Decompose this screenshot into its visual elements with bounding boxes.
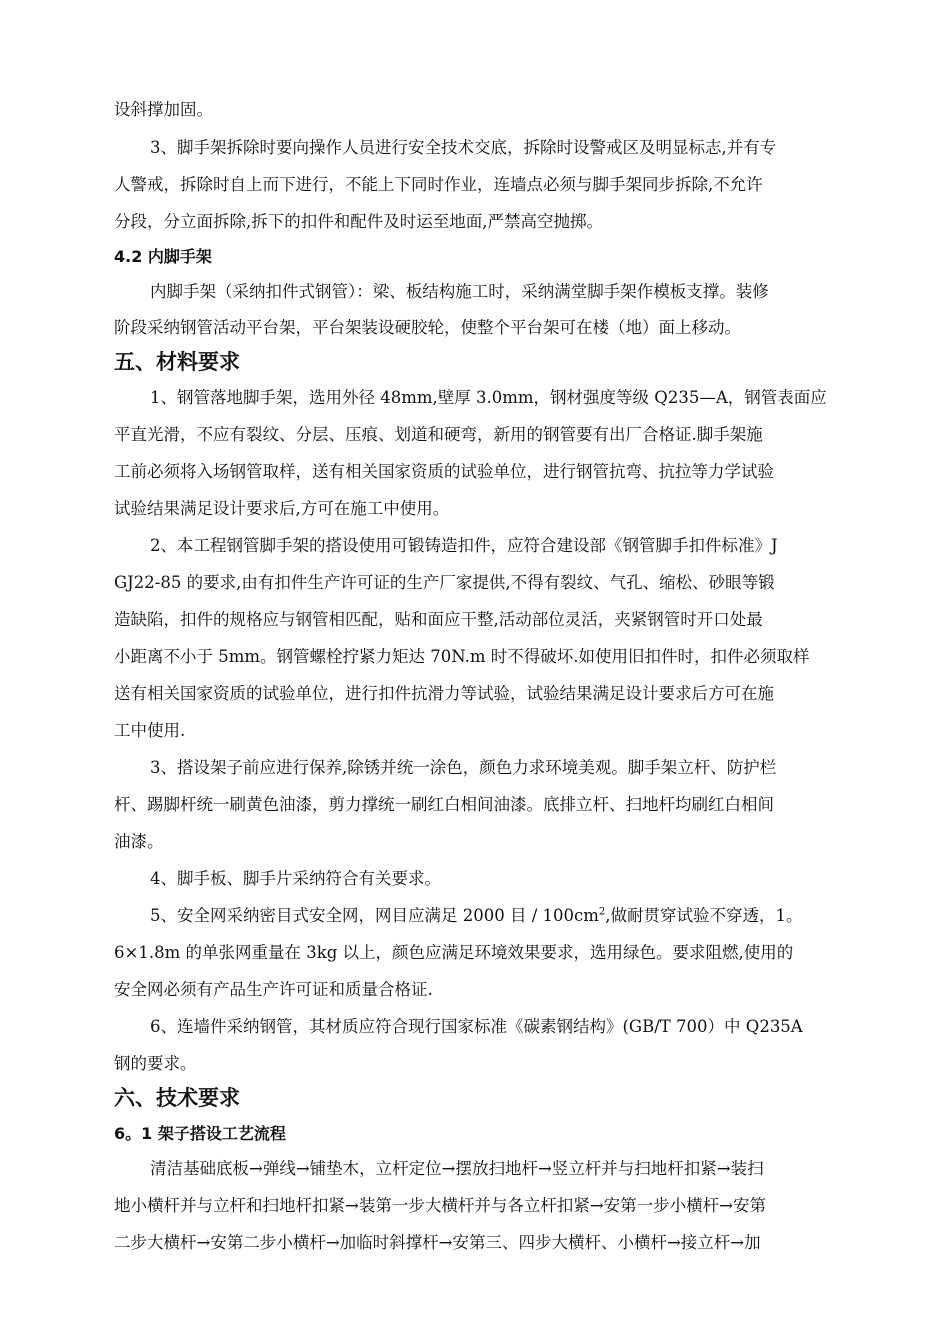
paragraph-line: [150, 904, 884, 928]
paragraph-line: 2、本工程钢管脚手架的搭设使用可锻铸造扣件，应符合建设部《钢管脚手扣件标准》J: [150, 536, 778, 555]
paragraph-line: 小距离不小于 5mm。钢管螺栓拧紧力矩达 70N.m 时不得破坏.如使用旧扣件时，扣件必须取样: [114, 647, 810, 666]
paragraph-line: 6×1.8m 的单张网重量在 3kg 以上，颜色应满足环境效果要求，选用绿色。要求阻燃,使用的: [114, 943, 794, 962]
section-heading-4-2: 4.2 内脚手架: [114, 247, 212, 266]
paragraph-line: 工前必须将入场钢管取样，送有相关国家资质的试验单位，进行钢管抗弯、抗拉等力学试验: [114, 462, 774, 481]
section-heading-6: 六、技术要求: [114, 1086, 240, 1110]
paragraph-line: 油漆。: [114, 832, 164, 851]
paragraph-line: 3、脚手架拆除时要向操作人员进行安全技术交底，拆除时设警戒区及明显标志,并有专: [150, 138, 777, 157]
paragraph-line: 人警戒，拆除时自上而下进行，不能上下同时作业，连墙点必须与脚手架同步拆除,不允许: [114, 175, 763, 194]
paragraph-line: 分段，分立面拆除,拆下的扣件和配件及时运至地面,严禁高空抛掷。: [114, 212, 603, 231]
paragraph-line: 钢的要求。: [114, 1054, 197, 1073]
paragraph-line: 6、连墙件采纳钢管，其材质应符合现行国家标准《碳素钢结构》(GB/T 700）中 Q235A: [150, 1017, 803, 1036]
paragraph-line: 4、脚手板、脚手片采纳符合有关要求。: [150, 869, 441, 888]
paragraph-line: 试验结果满足设计要求后,方可在施工中使用。: [114, 499, 450, 518]
section-heading-5: 五、材料要求: [114, 350, 240, 374]
paragraph-line: 平直光滑，不应有裂纹、分层、压痕、划道和硬弯，新用的钢管要有出厂合格证.脚手架施: [114, 425, 763, 444]
paragraph-line: 工中使用.: [114, 721, 186, 740]
paragraph-line: 阶段采纳钢管活动平台架，平台架装设硬胶轮，使整个平台架可在楼（地）面上移动。: [114, 318, 741, 337]
paragraph-line: 杆、踢脚杆统一刷黄色油漆，剪力撑统一刷红白相间油漆。底排立杆、扫地杆均刷红白相间: [114, 795, 774, 814]
superscript-text: 2: [598, 906, 606, 918]
paragraph-line: 二步大横杆→安第二步小横杆→加临时斜撑杆→安第三、四步大横杆、小横杆→接立杆→加: [114, 1233, 761, 1252]
paragraph-line: 送有相关国家资质的试验单位，进行扣件抗滑力等试验，试验结果满足设计要求后方可在施: [114, 684, 774, 703]
section-heading-6-1: 6。1 架子搭设工艺流程: [114, 1124, 286, 1143]
paragraph-line: 地小横杆并与立杆和扫地杆扣紧→装第一步大横杆并与各立杆扣紧→安第一步小横杆→安第: [114, 1196, 766, 1215]
paragraph-text: 5、安全网采纳密目式安全网，网目应满足 2000 目 / 100cm: [150, 906, 599, 925]
paragraph-line: 设斜撑加固。: [114, 100, 213, 119]
paragraph-line: 3、搭设架子前应进行保养,除锈并统一涂色，颜色力求环境美观。脚手架立杆、防护栏: [150, 758, 777, 777]
paragraph-text: ,做耐贯穿试验不穿透，1。: [605, 906, 803, 925]
paragraph-line: 1、钢管落地脚手架，选用外径 48mm,壁厚 3.0mm，钢材强度等级 Q235—A，钢管表面应: [150, 388, 827, 407]
paragraph-line: 清洁基础底板→弹线→铺垫木，立杆定位→摆放扫地杆→竖立杆并与扫地杆扣紧→装扫: [150, 1159, 764, 1178]
paragraph-line: 造缺陷，扣件的规格应与钢管相匹配，贴和面应干整,活动部位灵活，夹紧钢管时开口处最: [114, 610, 763, 629]
paragraph-line: 内脚手架（采纳扣件式钢管）：梁、板结构施工时，采纳满堂脚手架作模板支撑。装修: [150, 282, 769, 301]
paragraph-line: GJ22-85 的要求,由有扣件生产许可证的生产厂家提供,不得有裂纹、气孔、缩松、砂眼等锻: [114, 573, 775, 592]
paragraph-line: 安全网必须有产品生产许可证和质量合格证.: [114, 980, 433, 999]
